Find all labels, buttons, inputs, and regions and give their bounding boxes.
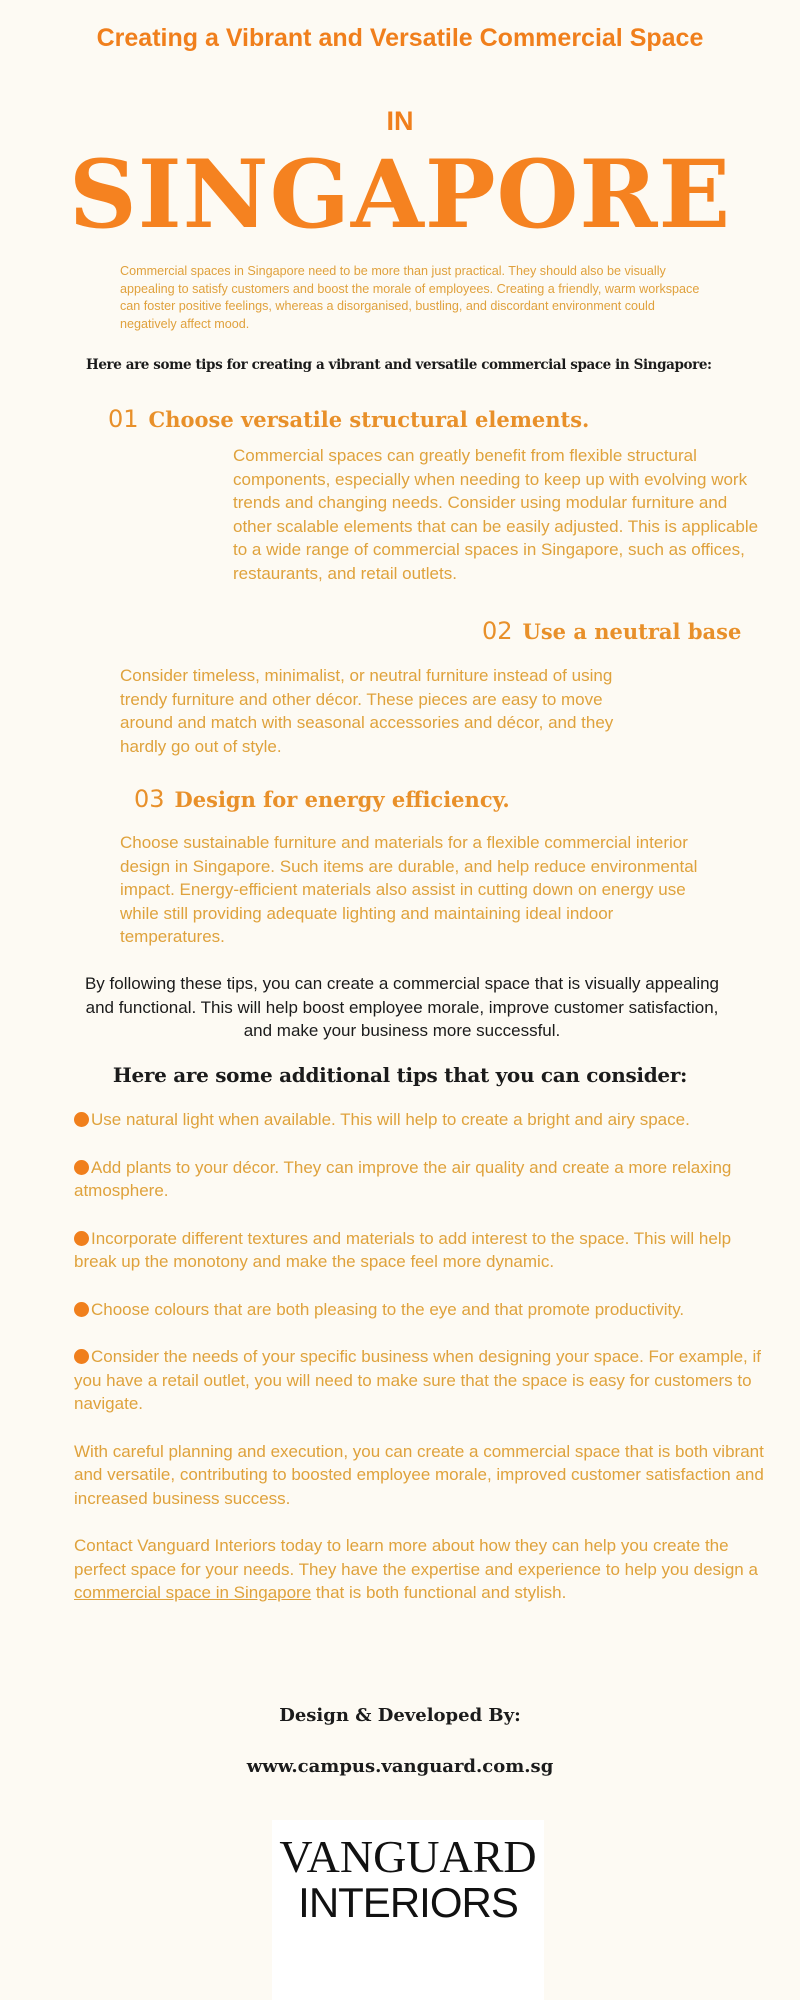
vanguard-logo <box>272 1820 544 2000</box>
bullet-dot-icon <box>74 1160 89 1175</box>
design-credit: Design & Developed By: <box>279 1705 521 1726</box>
list-item: Add plants to your décor. They can improve the air quality and create a more relaxing atmosphere. <box>74 1157 732 1200</box>
list-item: Consider the needs of your specific business when designing your space. For example, if you have a retail outlet, you will need to make sure that the space is easy for customers to navigate. <box>74 1347 761 1413</box>
tip-3-body: Choose sustainable furniture and materials for a flexible commercial interior design in Singapore. Such items are durable, and help reduce environmental impact. Energy-efficient materials also assist in cutting down on energy use while still providing adequate lighting and maintaining ideal indoor temperatures. <box>120 833 698 946</box>
page-title-singapore: SINGAPORE <box>68 140 732 250</box>
list-item: Use natural light when available. This will help to create a bright and airy space. <box>74 1108 764 1132</box>
list-item: Incorporate different textures and materials to add interest to the space. This will help break up the monotony and make the space feel more dynamic. <box>74 1228 732 1271</box>
following-paragraph: By following these tips, you can create a commercial space that is visually appealing and functional. This will help boost employee morale, improve customer satisfaction, and make your business more successful. <box>84 974 720 1040</box>
tip-1-body: Commercial spaces can greatly benefit from flexible structural components, especially when needing to keep up with evolving work trends and changing needs. Consider using modular furniture and other scalable elements that can be easily adjusted. This is applicable to a wide range of commercial spaces in Singapore, such as offices, restaurants, and retail outlets. <box>233 446 759 583</box>
bullet-dot-icon <box>74 1112 89 1127</box>
intro-paragraph: Commercial spaces in Singapore need to be more than just practical. They should also be visually appealing to satisfy customers and boost the morale of employees. Creating a friendly, warm workspace can foster positive feelings, whereas a disorganised, bustling, and discordant environment could negatively affect mood. <box>120 264 700 331</box>
bullet-dot-icon <box>74 1349 89 1364</box>
tip-3-heading <box>134 784 510 815</box>
page-title: Creating a Vibrant and Versatile Commercial Space <box>96 24 704 52</box>
tip-2-heading <box>482 616 741 647</box>
tip-2-body: Consider timeless, minimalist, or neutral furniture instead of using trendy furniture and other décor. These pieces are easy to move around and match with seasonal accessories and décor, and they hardly go out of style. <box>120 666 614 756</box>
tip-3-number: 03 <box>134 785 165 813</box>
additional-tips-list <box>74 1108 764 1629</box>
list-item: Choose colours that are both pleasing to the eye and that promote productivity. <box>74 1298 764 1322</box>
commercial-space-link[interactable]: commercial space in Singapore <box>74 1583 312 1602</box>
closing-paragraph: With careful planning and execution, you can create a commercial space that is both vibrant and versatile, contributing to boosted employee morale, improved customer satisfaction and increased business success. <box>74 1441 764 1508</box>
bullet-dot-icon <box>74 1231 89 1246</box>
website-url: www.campus.vanguard.com.sg <box>246 1756 554 1777</box>
logo-line-2: INTERIORS <box>298 1879 518 1926</box>
tips-intro: Here are some tips for creating a vibrant and versatile commercial space in Singapore: <box>86 357 712 373</box>
additional-tips-heading: Here are some additional tips that you can consider: <box>112 1063 688 1087</box>
contact-paragraph: Contact Vanguard Interiors today to learn more about how they can help you create the perfect space for your needs. They have the expertise and experience to help you design a commercial space in Singapore that is both functional and stylish. <box>74 1536 758 1602</box>
bullet-dot-icon <box>74 1302 89 1317</box>
page-title-in: IN <box>386 106 414 136</box>
logo-line-1: VANGUARD <box>279 1831 537 1882</box>
tip-2-number: 02 <box>482 617 513 645</box>
tip-3-title: Design for energy efficiency. <box>174 787 510 812</box>
tip-1-title: Choose versatile structural elements. <box>148 407 590 432</box>
tip-1-heading <box>108 404 589 435</box>
tip-1-number: 01 <box>108 405 139 433</box>
tip-2-title: Use a neutral base <box>522 619 742 644</box>
